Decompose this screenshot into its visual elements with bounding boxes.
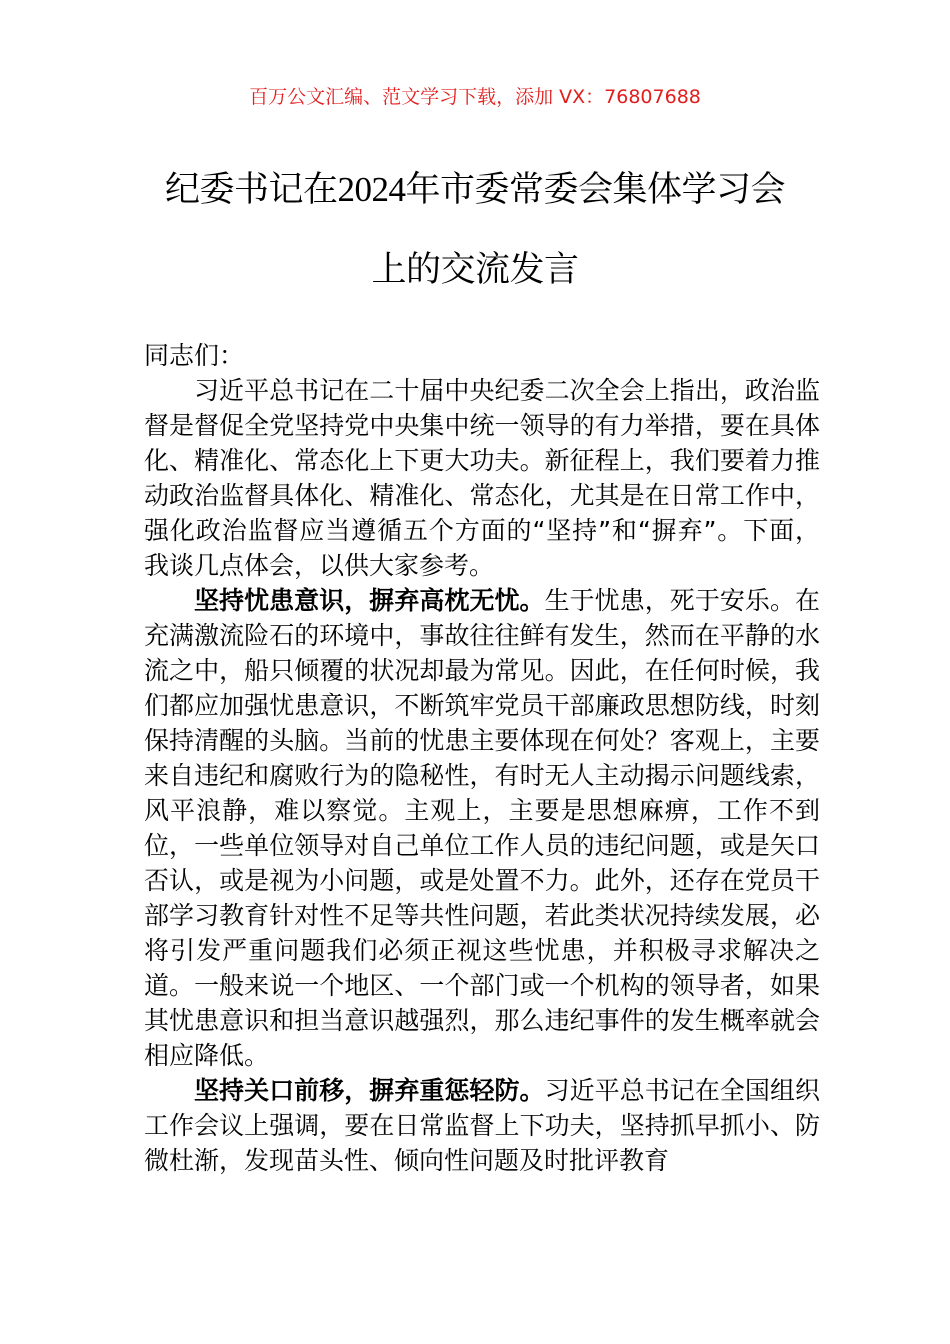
title-year: 2024 (337, 170, 406, 209)
watermark-header: 百万公文汇编、范文学习下载，添加 VX：76807688 (249, 86, 701, 108)
paragraph-text: 习近平总书记在二十届中央纪委二次全会上指出，政治监督是督促全党坚持党中央集中统一领导的有力举措，要在具体化、精准化、常态化上下更大功夫。新征程上，我们要着力推动政治监督具体化、精准化、常态化，尤其是在日常工作中，强化政治监督应当遵循五个方面的“坚持”和“摒弃”。下面，我谈几点体会，以供大家参考。 (144, 376, 820, 580)
paragraph-intro (144, 373, 820, 583)
title-line2: 上的交流发言 (371, 250, 579, 290)
section-heading: 坚持关口前移，摒弃重惩轻防。 (194, 1076, 545, 1105)
paragraph-section-2 (144, 1073, 820, 1178)
section-heading: 坚持忧患意识，摒弃高枕无忧。 (194, 586, 545, 615)
title-line1-suffix: 年市委常委会集体学习会 (405, 170, 786, 210)
paragraph-section-1 (144, 583, 820, 1073)
document-title (130, 150, 820, 310)
paragraph-text: 生于忧患，死于安乐。在充满激流险石的环境中，事故往往鲜有发生，然而在平静的水流之中，船只倾覆的状况却最为常见。因此，在任何时候，我们都应加强忧患意识，不断筑牢党员干部廉政思想防线，时刻保持清醒的头脑。当前的忧患主要体现在何处？客观上，主要来自违纪和腐败行为的隐秘性，有时无人主动揭示问题线索，风平浪静，难以察觉。主观上，主要是思想麻痹，工作不到位，一些单位领导对自己单位工作人员的违纪问题，或是矢口否认，或是视为小问题，或是处置不力。此外，还存在党员干部学习教育针对性不足等共性问题，若此类状况持续发展，必将引发严重问题我们必须正视这些忧患，并积极寻求解决之道。一般来说一个地区、一个部门或一个机构的领导者，如果其忧患意识和担当意识越强烈，那么违纪事件的发生概率就会相应降低。 (144, 586, 820, 1070)
document-body (144, 338, 820, 1178)
title-line1-prefix: 纪委书记在 (164, 170, 338, 210)
salutation: 同志们： (144, 341, 245, 370)
paragraph-text: 习近平总书记在全国组织工作会议上强调，要在日常监督上下功夫，坚持抓早抓小、防微杜渐，发现苗头性、倾向性问题及时批评教育 (144, 1076, 820, 1175)
